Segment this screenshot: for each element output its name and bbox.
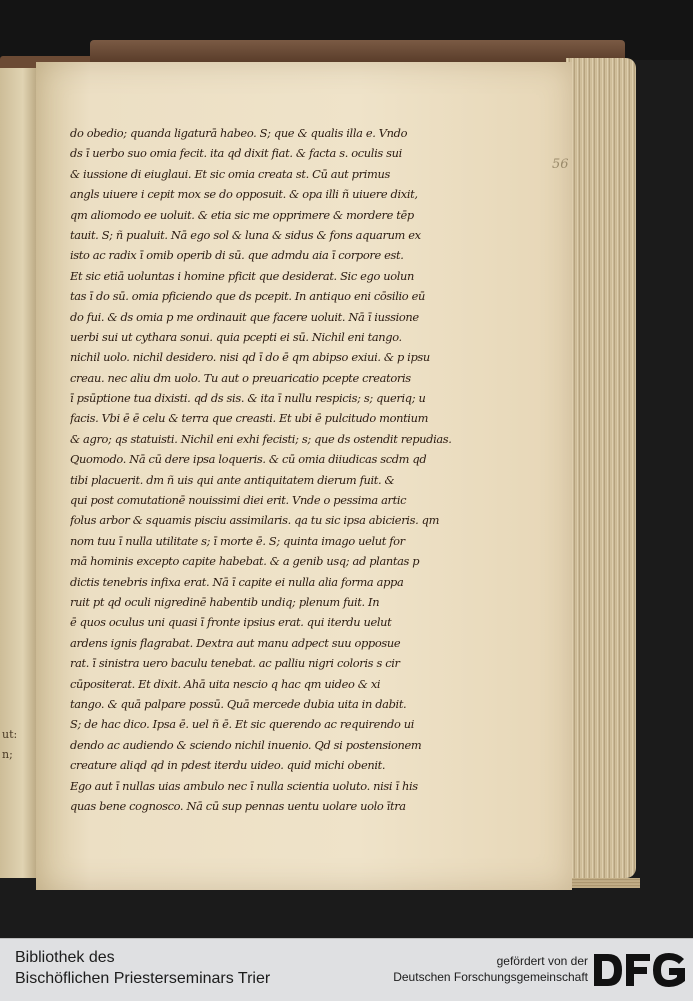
funding-line-1: gefördert von der: [496, 954, 588, 968]
text-line: ardens ignis flagrabat. Dextra aut manu adpect suu opposue: [70, 635, 401, 650]
text-line: rat. ī sinistra uero baculu tenebat. ac palliu nigri coloris s cir: [70, 656, 400, 671]
text-line: Et sic etiā uoluntas i homine pficit que desiderat. Sic ego uolun: [70, 268, 415, 283]
text-line: Quomodo. Nā cū dere ipsa loqueris. & cū omia diiudicas scdm qd: [70, 452, 427, 467]
text-line: facis. Vbi ē ē celu & terra que creasti. Et ubi ē pulcitudo montium: [70, 411, 429, 426]
text-line: S; de hac dico. Ipsa ē. uel ñ ē. Et sic querendo ac requirendo ui: [70, 717, 414, 732]
left-page-edge: [0, 68, 39, 878]
text-line: creau. nec aliu dm uolo. Tu aut o preuaricatio pcepte creatoris: [70, 370, 411, 385]
footer-bar: [0, 938, 693, 1001]
library-line-2: Bischöflichen Priesterseminars Trier: [15, 970, 271, 987]
text-line: tas ī do sū. omia pficiendo que ds pcepit. In antiquo eni cōsilio eū: [70, 289, 425, 304]
text-line: creature aliqd qd in pdest iterdu uideo. quid michi obenit.: [70, 758, 386, 773]
text-line: qui post comutationē nouissimi diei erit. Vnde o pessima artic: [70, 493, 407, 508]
text-line: cūpositerat. Et dixit. Ahā uita nescio q hac qm uideo & xi: [70, 676, 381, 691]
text-line: dendo ac audiendo & sciendo nichil inuenio. Qd si postensionem: [70, 737, 422, 752]
text-line: ruit pt qd oculi nigredinē habentib undiq; plenum fuit. In: [70, 594, 380, 609]
text-line: isto ac radix ī omib operib di sū. que admdu aia ī corpore est.: [70, 248, 404, 263]
funding-credit: [356, 953, 588, 985]
text-line: angls uiuere i cepit mox se do opposuit. & opa illi ñ uiuere dixit,: [70, 187, 418, 202]
dfg-logo[interactable]: [592, 950, 688, 990]
text-line: qm aliomodo ee uoluit. & etia sic me opprimere & mordere tēp: [70, 207, 414, 222]
folio-number: 56: [552, 157, 569, 172]
text-line: ds ī uerbo suo omia fecit. ita qd dixit fiat. & facta s. oculis sui: [70, 146, 402, 161]
funding-line-2: Deutschen Forschungsgemeinschaft: [393, 970, 588, 984]
page-stack: [566, 58, 636, 878]
text-line: & iussione di eiuglaui. Et sic omia creata st. Cū aut primus: [70, 166, 390, 181]
margin-note: ut:: [2, 728, 18, 741]
text-line: Ego aut ī nullas uias ambulo nec ī nulla scientia uoluto. nisi ī his: [70, 778, 418, 793]
library-line-1: Bibliothek des: [15, 949, 115, 966]
text-line: tauit. S; ñ pualuit. Nā ego sol & luna & sidus & fons aquarum ex: [70, 227, 421, 242]
text-line: tango. & quā palpare possū. Quā mercede dubia uita in dabit.: [70, 696, 407, 711]
text-line: nichil uolo. nichil desidero. nisi qd ī do ē qm abipso exiui. & p ipsu: [70, 350, 430, 365]
text-line: folus arbor & squamis pisciu assimilaris. qa tu sic ipsa abicieris. qm: [70, 513, 440, 528]
text-line: uerbi sui ut cythara sonui. quia pcepti ei sū. Nichil eni tango.: [70, 329, 402, 344]
text-line: quas bene cognosco. Nā cū sup pennas uentu uolare uolo ītra: [70, 798, 406, 813]
text-line: ī psūptione tua dixisti. qd ds sis. & ita ī nullu respicis; s; queriq; u: [70, 391, 426, 406]
text-line: nom tuu ī nulla utilitate s; ī morte ē. S; quinta imago uelut for: [70, 533, 405, 548]
text-line: mā hominis excepto capite habebat. & a genib usq; ad plantas p: [70, 554, 420, 569]
margin-note: n;: [2, 748, 13, 761]
library-credit: [15, 947, 270, 989]
book-cover-edge: [90, 40, 625, 62]
text-line: ē quos oculus uni quasi ī fronte ipsius erat. qui iterdu uelut: [70, 615, 392, 630]
text-line: do fui. & ds omia p me ordinauit que facere uoluit. Nā ī iussione: [70, 309, 419, 324]
text-line: do obedio; quanda ligaturā habeo. S; que & qualis illa e. Vndo: [70, 126, 408, 140]
text-line: tibi placuerit. dm ñ uis qui ante antiquitatem dierum fuit. &: [70, 472, 395, 487]
text-line: dictis tenebris infixa erat. Nā ī capite ei nulla alia forma appa: [70, 574, 404, 589]
manuscript-text: [70, 123, 490, 816]
text-line: & agro; qs statuisti. Nichil eni exhi fecisti; s; que ds ostendit repudias.: [70, 431, 452, 446]
